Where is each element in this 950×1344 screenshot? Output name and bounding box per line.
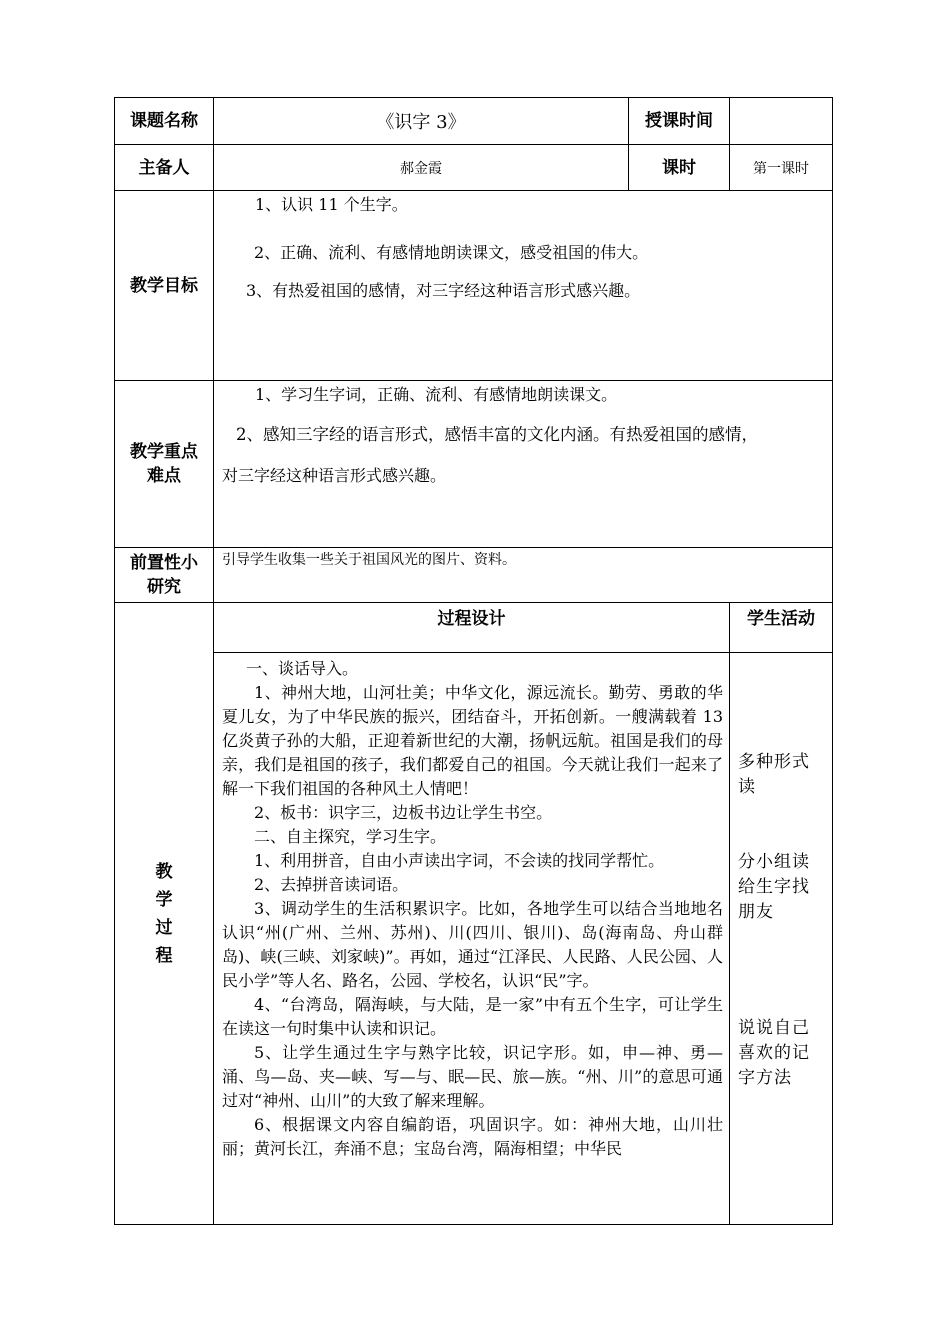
process-paragraph: 5、让学生通过生字与熟字比较，识记字形。如，申—神、勇—涌、鸟—岛、夹—峡、写—与、眠—民、旅—族。“州、川”的意思可通过对“神州、山川”的大致了解来理解。 [222,1043,723,1110]
process-label-char: 学 [155,889,173,910]
key-points-row [115,381,833,548]
pre-study-label [115,548,214,603]
lesson-plan-table [114,97,833,1225]
key-point-line: 对三字经这种语言形式感兴趣。 [222,466,447,485]
goal-line: 3、有热爱祖国的感情，对三字经这种语言形式感兴趣。 [246,281,641,300]
process-paragraph: 6、根据课文内容自编韵语，巩固识字。如：神州大地，山川壮丽；黄河长江，奔涌不息；宝岛台湾，隔海相望；中华民 [222,1115,723,1158]
key-points-label [115,381,214,548]
goals-content [214,191,833,381]
header-row-topic [115,98,833,145]
key-points-content [214,381,833,548]
teacher-value: 郝金霞 [214,145,629,191]
teacher-label: 主备人 [115,145,214,191]
goals-row [115,191,833,381]
goal-line: 2、正确、流利、有感情地朗读课文，感受祖国的伟大。 [254,243,649,262]
process-paragraph: 1、神州大地，山河壮美；中华文化，源远流长。勤劳、勇敢的华夏儿女，为了中华民族的振兴，团结奋斗，开拓创新。一艘满载着 13 亿炎黄子孙的大船，正迎着新世纪的大潮，扬帆远航。祖国是我们的母亲，我们是祖国的孩子，我们都爱自己的祖国。今天就让我们一起来了解一下我们祖国的各种风土人情吧！ [222,683,723,798]
goals-label: 教学目标 [115,191,214,381]
design-header: 过程设计 [214,603,730,653]
process-label-char: 教 [155,861,173,882]
pre-study-content: 引导学生收集一些关于祖国风光的图片、资料。 [214,548,833,603]
pre-study-label-line2: 研究 [147,577,181,597]
process-label-char: 过 [155,917,173,938]
process-paragraph: 2、去掉拼音读词语。 [254,875,409,894]
process-design-content [214,653,730,1225]
process-paragraph: 二、自主探究，学习生字。 [254,827,447,846]
student-activity-content [730,653,833,1225]
activity-item: 分小组读给生字找朋友 [738,852,810,922]
process-paragraph: 4、“台湾岛，隔海峡，与大陆，是一家”中有五个生字，可让学生在读这一句时集中认读和识记。 [222,995,723,1038]
header-row-teacher [115,145,833,191]
topic-value: 《识字 3》 [214,98,629,145]
pre-study-row [115,548,833,603]
topic-label: 课题名称 [115,98,214,145]
key-point-line: 1、学习生字词，正确、流利、有感情地朗读课文。 [255,385,618,404]
time-value [730,98,833,145]
period-value: 第一课时 [730,145,833,191]
key-points-label-line2: 难点 [147,466,181,486]
process-header-row [115,603,833,653]
process-label-char: 程 [155,945,173,966]
process-paragraph: 一、谈话导入。 [246,659,359,678]
key-points-label-line1: 教学重点 [130,442,198,462]
process-label [115,603,214,1225]
process-paragraph: 3、调动学生的生活积累识字。比如，各地学生可以结合当地地名认识“州(广州、兰州、苏州)、川(四川、银川)、岛(海南岛、舟山群岛)、峡(三峡、刘家峡)”。再如，通过“江泽民、人民路、人民公园、人民小学”等人名、路名，公园、学校名，认识“民”字。 [222,899,723,990]
pre-study-label-line1: 前置性小 [130,553,198,573]
process-paragraph: 1、利用拼音，自由小声读出字词，不会读的找同学帮忙。 [254,851,665,870]
goal-line: 1、认识 11 个生字。 [255,195,408,214]
activity-item: 说说自己喜欢的记字方法 [738,1018,810,1088]
activity-item: 多种形式读 [738,752,810,797]
time-label: 授课时间 [629,98,730,145]
key-point-line: 2、感知三字经的语言形式，感悟丰富的文化内涵。有热爱祖国的感情， [236,425,758,444]
process-body-row [115,653,833,1225]
activity-header: 学生活动 [730,603,833,653]
period-label: 课时 [629,145,730,191]
process-paragraph: 2、板书：识字三，边板书边让学生书空。 [254,803,553,822]
